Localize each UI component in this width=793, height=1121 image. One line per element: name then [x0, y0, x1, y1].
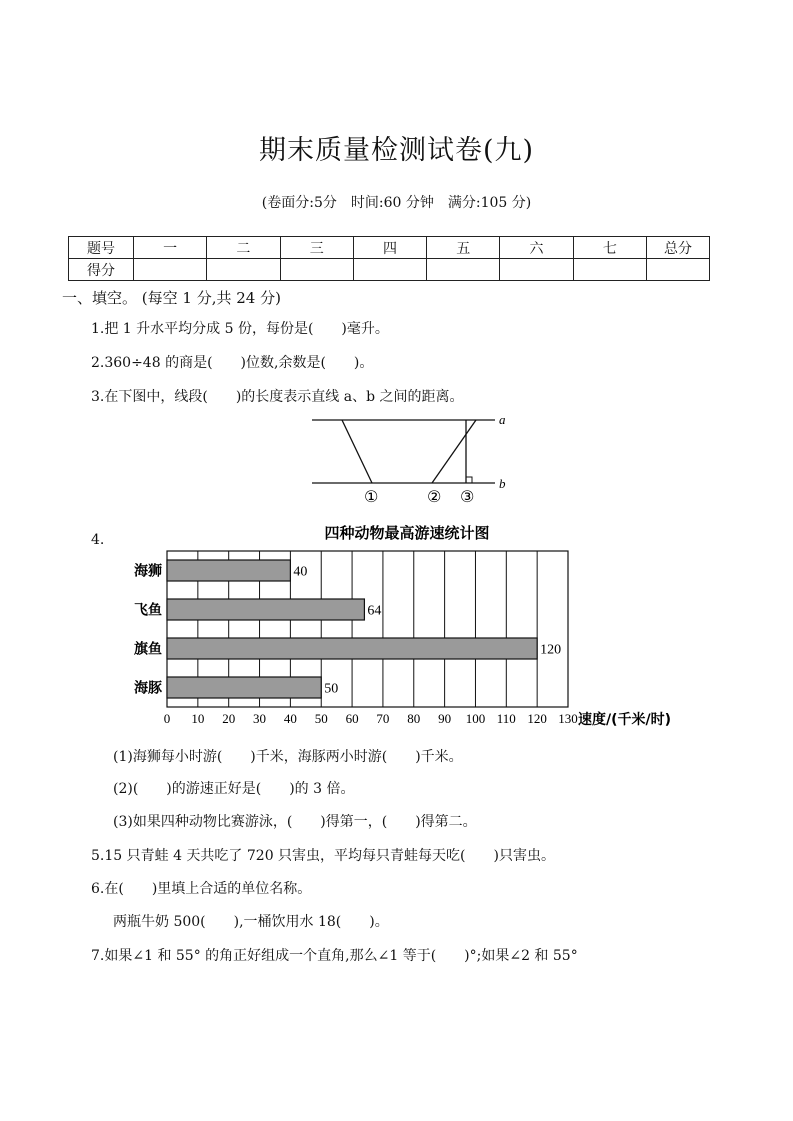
question-3: 3.在下图中，线段( )的长度表示直线 a、b 之间的距离。: [91, 389, 464, 405]
category-label: 海豚: [134, 680, 162, 697]
label-seg-2: ②: [427, 487, 442, 506]
bar: [167, 599, 364, 620]
header-cell: 三: [280, 237, 353, 259]
score-entry-row: [69, 259, 710, 281]
question-4-3: (3)如果四种动物比赛游泳，( )得第一，( )得第二。: [113, 814, 477, 830]
right-angle-mark: [466, 477, 472, 483]
tick-label: 80: [407, 711, 421, 726]
tick-label: 0: [163, 711, 171, 726]
score-cell[interactable]: [500, 259, 573, 281]
tick-label: 30: [253, 711, 267, 726]
header-cell: 五: [427, 237, 500, 259]
category-label: 旗鱼: [134, 641, 162, 658]
score-row-label: 得分: [69, 259, 134, 281]
header-cell: 总分: [647, 237, 710, 259]
question-2: 2.360÷48 的商是( )位数,余数是( )。: [91, 355, 374, 371]
bar: [167, 638, 537, 659]
header-cell: 六: [500, 237, 573, 259]
score-cell[interactable]: [427, 259, 500, 281]
value-label: 40: [293, 564, 308, 580]
category-label: 海狮: [134, 563, 162, 580]
header-cell: 题号: [69, 237, 134, 259]
score-table: [68, 236, 710, 281]
question-5: 5.15 只青蛙 4 天共吃了 720 只害虫，平均每只青蛙每天吃( )只害虫。: [91, 848, 555, 864]
label-seg-1: ①: [364, 487, 379, 506]
tick-label: 130: [558, 711, 578, 726]
score-cell[interactable]: [280, 259, 353, 281]
tick-label: 120: [527, 711, 547, 726]
score-header-row: [69, 237, 710, 259]
value-label: 64: [367, 603, 382, 619]
exam-info: (卷面分:5分 时间:60 分钟 满分:105 分): [261, 195, 532, 211]
question-1: 1.把 1 升水平均分成 5 份，每份是( )毫升。: [91, 321, 389, 337]
score-cell[interactable]: [573, 259, 646, 281]
tick-label: 110: [496, 711, 516, 726]
segment-1: [342, 420, 372, 483]
question-4-2: (2)( )的游速正好是( )的 3 倍。: [113, 781, 355, 797]
question-6: 6.在( )里填上合适的单位名称。: [91, 881, 312, 897]
section-heading: 一、填空。 (每空 1 分,共 24 分): [62, 289, 281, 307]
question-4-1: (1)海狮每小时游( )千米，海豚两小时游( )千米。: [113, 749, 463, 765]
tick-label: 90: [438, 711, 452, 726]
question-6-sub: 两瓶牛奶 500( ),一桶饮用水 18( )。: [113, 914, 389, 930]
x-axis-label: 速度/(千米/时): [578, 712, 672, 728]
header-cell: 七: [573, 237, 646, 259]
question-4-number: 4.: [91, 532, 105, 548]
score-cell[interactable]: [647, 259, 710, 281]
chart-title: 四种动物最高游速统计图: [324, 524, 490, 542]
value-label: 120: [540, 642, 562, 658]
speed-bar-chart: [120, 518, 740, 733]
label-a: a: [499, 412, 506, 427]
category-label: 飞鱼: [134, 602, 162, 619]
bar: [167, 560, 290, 581]
header-cell: 一: [134, 237, 207, 259]
chart-ticks: [164, 711, 578, 726]
score-cell[interactable]: [353, 259, 426, 281]
page-title: 期末质量检测试卷(九): [258, 135, 535, 166]
header-cell: 四: [353, 237, 426, 259]
header-cell: 二: [207, 237, 280, 259]
label-seg-3: ③: [460, 487, 475, 506]
score-cell[interactable]: [134, 259, 207, 281]
tick-label: 60: [345, 711, 359, 726]
tick-label: 40: [283, 711, 297, 726]
tick-label: 20: [222, 711, 236, 726]
label-b: b: [499, 476, 506, 491]
bar: [167, 677, 321, 698]
question-7: 7.如果∠1 和 55° 的角正好组成一个直角,那么∠1 等于( )°;如果∠2 和 55°: [91, 948, 578, 964]
score-cell[interactable]: [207, 259, 280, 281]
parallel-lines-figure: [300, 405, 530, 510]
tick-label: 100: [465, 711, 486, 726]
tick-label: 10: [191, 711, 205, 726]
tick-label: 70: [376, 711, 390, 726]
value-label: 50: [324, 681, 339, 697]
tick-label: 50: [314, 711, 328, 726]
segment-2: [432, 420, 476, 483]
